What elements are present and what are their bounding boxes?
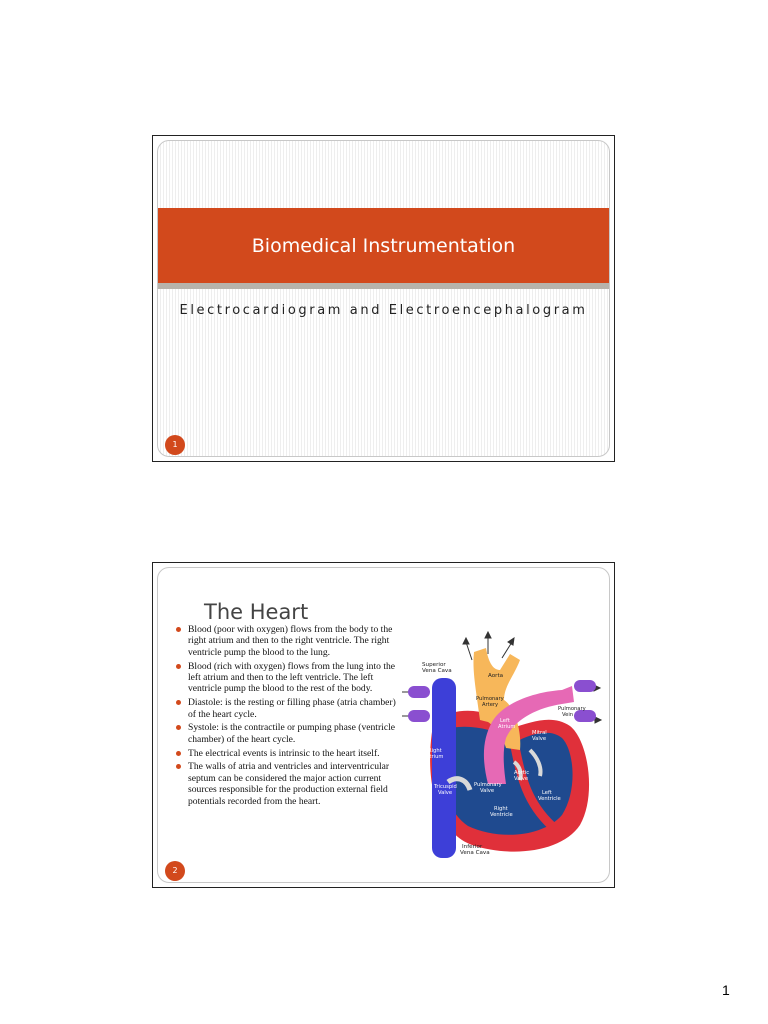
label-left-atrium-1: Left: [500, 718, 510, 724]
label-pulmonary-valve-1: Pulmonary: [474, 782, 502, 788]
slide-1-title: Biomedical Instrumentation: [251, 235, 516, 257]
title-band-shadow: [158, 283, 609, 289]
bullet-list: [172, 624, 400, 809]
label-pulmonary-vein-2: Vein: [562, 712, 574, 718]
heart-diagram: [402, 630, 607, 865]
label-tricuspid-valve-2: Valve: [438, 790, 453, 796]
label-right-ventricle-2: Ventricle: [490, 812, 513, 818]
pulmonary-vein-left-lower: [408, 710, 430, 722]
label-mitral-valve-2: Valve: [532, 736, 547, 742]
slide-number-badge: 2: [165, 861, 185, 881]
slide-1: [152, 135, 615, 462]
slide-2: [152, 562, 615, 888]
label-pulmonary-artery-2: Artery: [482, 702, 499, 708]
bullet-item: The electrical events is intrinsic to the heart itself.: [172, 748, 400, 759]
slide-2-title: The Heart: [204, 600, 309, 624]
label-pulmonary-vein-1: Pulmonary: [558, 706, 586, 712]
slide-1-background: [157, 140, 610, 457]
bullet-item: The walls of atria and ventricles and interventricular septum can be considered the major action current sources responsible for the production external field potentials recorded from the heart.: [172, 761, 400, 807]
pulmonary-vein-right-upper: [574, 680, 596, 692]
label-inferior-vena-cava-1: Inferior: [462, 844, 483, 850]
label-left-atrium-2: Atrium: [498, 724, 516, 730]
label-right-atrium-1: Right: [428, 748, 442, 754]
label-left-ventricle-1: Left: [542, 790, 552, 796]
vena-cava: [432, 678, 456, 858]
label-left-ventricle-2: Ventricle: [538, 796, 561, 802]
label-aortic-valve-2: Valve: [514, 776, 529, 782]
page-number: 1: [722, 982, 730, 998]
label-superior-vena-cava-2: Vena Cava: [422, 668, 452, 674]
pulmonary-vein-left-upper: [408, 686, 430, 698]
label-mitral-valve-1: Mitral: [532, 730, 547, 736]
label-aorta: Aorta: [488, 673, 504, 679]
label-inferior-vena-cava-2: Vena Cava: [460, 850, 490, 856]
slide-2-background: [157, 567, 610, 883]
label-right-atrium-2: Atrium: [426, 754, 444, 760]
label-pulmonary-valve-2: Valve: [480, 788, 495, 794]
slide-number-badge: 1: [165, 435, 185, 455]
bullet-item: Blood (poor with oxygen) flows from the body to the right atrium and then to the right ventricle. The right ventricle pump the blood to the lung.: [172, 624, 400, 658]
label-right-ventricle-1: Right: [494, 806, 508, 812]
label-superior-vena-cava-1: Superior: [422, 662, 446, 668]
label-pulmonary-artery-1: Pulmonary: [476, 696, 504, 702]
bullet-item: Blood (rich with oxygen) flows from the lung into the left atrium and then to the left ventricle. The left ventricle pump the blood to the rest of the body.: [172, 661, 400, 695]
bullet-item: Systole: is the contractile or pumping phase (ventricle chamber) of the heart cycle.: [172, 722, 400, 745]
title-band: [158, 208, 609, 283]
label-tricuspid-valve-1: Tricuspid: [434, 784, 457, 790]
label-aortic-valve-1: Aortic: [514, 770, 530, 776]
slide-1-subtitle: Electrocardiogram and Electroencephalogram: [179, 303, 588, 318]
bullet-item: Diastole: is the resting or filling phase (atria chamber) of the heart cycle.: [172, 697, 400, 720]
